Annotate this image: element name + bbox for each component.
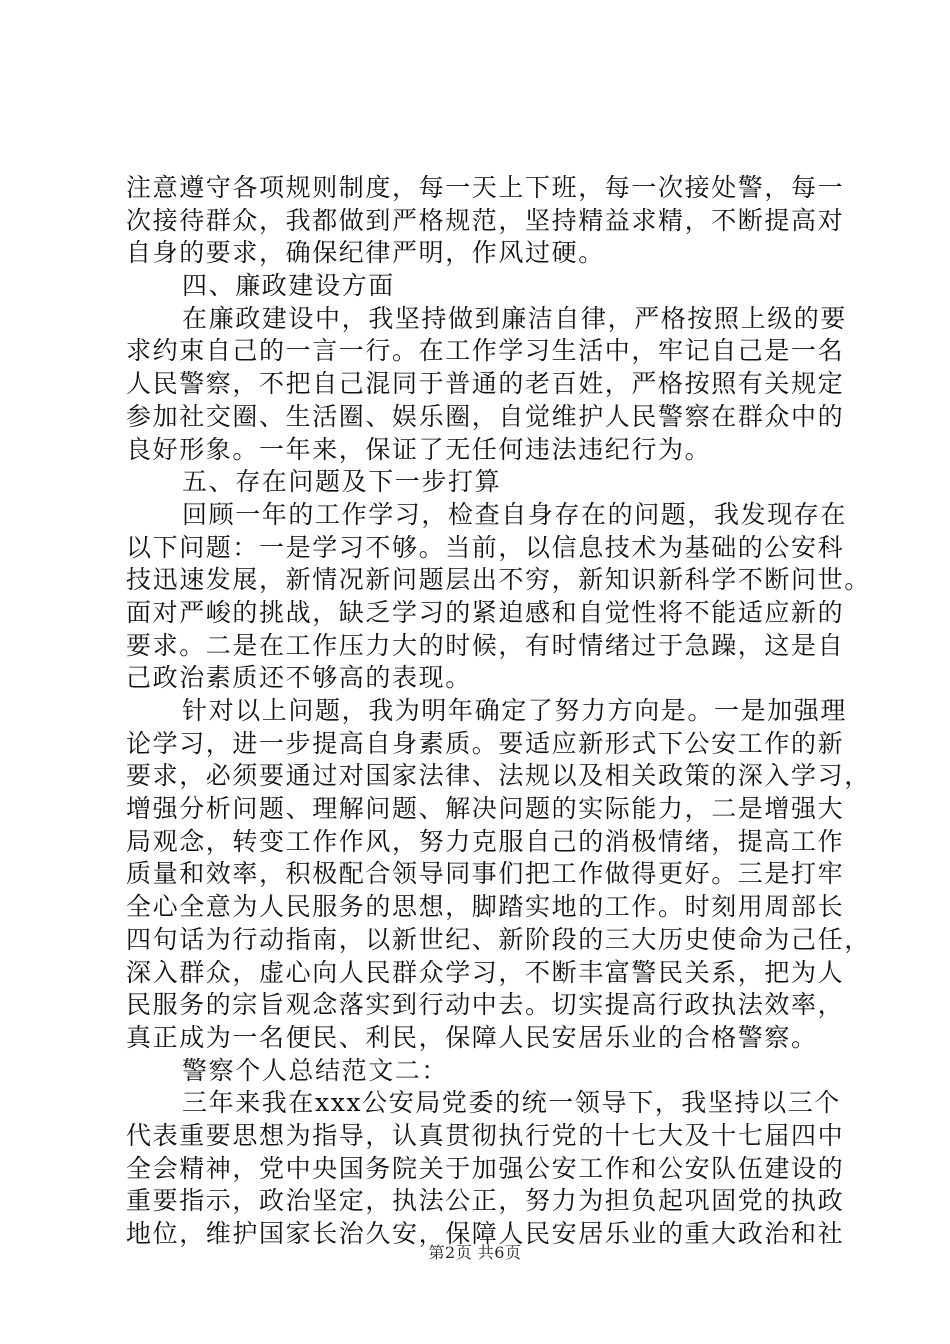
text-line: 代表重要思想为指导，认真贯彻执行党的十七大及十七届四中 xyxy=(126,1120,845,1150)
text-line: 己政治素质还不够高的表现。 xyxy=(126,663,472,693)
text-line: 地位，维护国家长治久安，保障人民安居乐业的重大政治和社 xyxy=(126,1219,845,1248)
text-line: 要求，必须要通过对国家法律、法规以及相关政策的深入学习， xyxy=(126,761,871,791)
text-line: 全会精神，党中央国务院关于加强公安工作和公安队伍建设的 xyxy=(126,1153,845,1183)
text-line: 以下问题：一是学习不够。当前，以信息技术为基础的公安科 xyxy=(126,532,845,562)
text-line: 四句话为行动指南，以新世纪、新阶段的三大历史使命为己任， xyxy=(126,924,871,954)
text-line: 质量和效率，积极配合领导同事们把工作做得更好。三是打牢 xyxy=(126,859,845,889)
text-line: 求约束自己的一言一行。在工作学习生活中，牢记自己是一名 xyxy=(126,336,845,366)
section-heading: 五、存在问题及下一步打算 xyxy=(182,467,502,497)
text-line: 自身的要求，确保纪律严明，作风过硬。 xyxy=(126,238,605,268)
text-line: 良好形象。一年来，保证了无任何违法违纪行为。 xyxy=(126,434,712,464)
text-line: 在廉政建设中，我坚持做到廉洁自律，严格按照上级的要 xyxy=(182,303,848,333)
text-line: 三年来我在xxx公安局党委的统一领导下，我坚持以三个 xyxy=(182,1088,841,1118)
text-line: 次接待群众，我都做到严格规范，坚持精益求精，不断提高对 xyxy=(126,205,845,235)
text-line: 针对以上问题，我为明年确定了努力方向是。一是加强理 xyxy=(182,696,848,725)
text-line: 技迅速发展，新情况新问题层出不穷，新知识新科学不断问世。 xyxy=(126,565,871,595)
text-line: 深入群众，虚心向人民群众学习，不断丰富警民关系，把为人 xyxy=(126,957,845,987)
text-line: 民服务的宗旨观念落实到行动中去。切实提高行政执法效率， xyxy=(126,990,845,1020)
text-line: 真正成为一名便民、利民，保障人民安居乐业的合格警察。 xyxy=(126,1022,818,1052)
text-line: 参加社交圈、生活圈、娱乐圈，自觉维护人民警察在群众中的 xyxy=(126,401,845,431)
text-line: 面对严峻的挑战，缺乏学习的紧迫感和自觉性将不能适应新的 xyxy=(126,597,845,627)
text-line: 注意遵守各项规则制度，每一天上下班，每一次接处警，每一 xyxy=(126,173,845,202)
text-line: 论学习，进一步提高自身素质。要适应新形式下公安工作的新 xyxy=(126,728,845,758)
body-text xyxy=(126,172,871,1251)
section-heading: 警察个人总结范文二： xyxy=(182,1055,449,1085)
text-line: 全心全意为人民服务的思想，脚踏实地的工作。时刻用周部长 xyxy=(126,892,845,922)
text-line: 局观念，转变工作作风，努力克服自己的消极情绪，提高工作 xyxy=(126,826,845,856)
text-line: 回顾一年的工作学习，检查自身存在的问题，我发现存在 xyxy=(182,499,848,529)
text-line: 增强分析问题、理解问题、解决问题的实际能力，二是增强大 xyxy=(126,794,845,824)
section-heading: 四、廉政建设方面 xyxy=(182,271,395,301)
text-line: 人民警察，不把自己混同于普通的老百姓，严格按照有关规定 xyxy=(126,369,845,399)
text-line: 重要指示，政治坚定，执法公正，努力为担负起巩固党的执政 xyxy=(126,1186,845,1216)
page-number: 第2页 共6页 xyxy=(428,1243,522,1262)
text-line: 要求。二是在工作压力大的时候，有时情绪过于急躁，这是自 xyxy=(126,630,845,660)
